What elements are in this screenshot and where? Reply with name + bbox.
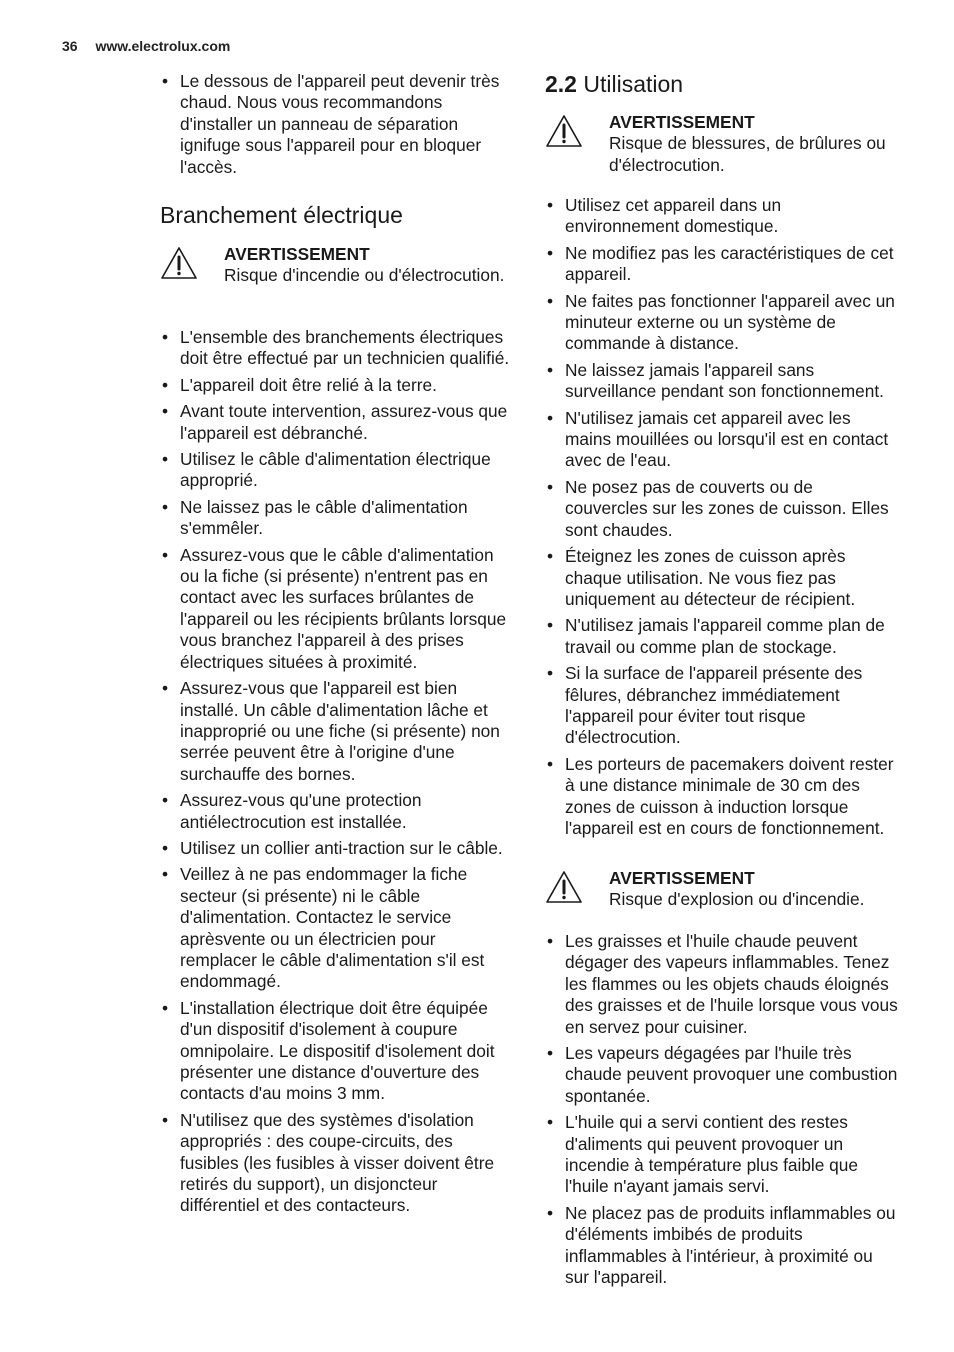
list-item: • Utilisez le câble d'alimentation électrique approprié. bbox=[160, 449, 510, 492]
list-item: • Ne placez pas de produits inflammables ou d'éléments imbibés de produits inflammables à l'intérieur, à proximité ou sur l'appareil. bbox=[545, 1203, 900, 1289]
list-item: • Les porteurs de pacemakers doivent rester à une distance minimale de 30 cm des zones de cuisson à induction lorsque l'appareil est en cours de fonctionnement. bbox=[545, 754, 900, 840]
list-item: • L'huile qui a servi contient des restes d'aliments qui peuvent provoquer un incendie à température plus faible que l'huile n'ayant jamais servi. bbox=[545, 1112, 900, 1198]
list-item: • Assurez-vous que l'appareil est bien installé. Un câble d'alimentation lâche et inapproprié ou une fiche (si présente) non serrée peuvent être à l'origine d'une surchauffe des bornes. bbox=[160, 678, 510, 785]
warning-text: Risque de blessures, de brûlures ou d'électrocution. bbox=[609, 133, 886, 175]
warning-triangle-icon bbox=[160, 246, 198, 280]
list-item: • N'utilisez jamais l'appareil comme plan de travail ou comme plan de stockage. bbox=[545, 615, 900, 658]
warning-triangle-icon bbox=[545, 114, 583, 148]
electric-bullet-list bbox=[160, 327, 510, 1217]
section-title-utilisation bbox=[545, 71, 683, 98]
list-item: • Assurez-vous que le câble d'alimentation ou la fiche (si présente) n'entrent pas en contact avec les surfaces brûlantes de l'appareil ou les récipients brûlants lorsque vous branchez l'appareil à des prises électriques situées à proximité. bbox=[160, 545, 510, 673]
warning-box-fire bbox=[545, 868, 900, 938]
section-number: 2.2 bbox=[545, 71, 577, 97]
list-item: • Ne laissez pas le câble d'alimentation s'emmêler. bbox=[160, 497, 510, 540]
warning-text: Risque d'incendie ou d'électrocution. bbox=[224, 265, 505, 286]
section-title-branchement: Branchement électrique bbox=[160, 202, 403, 228]
list-item: • Les graisses et l'huile chaude peuvent dégager des vapeurs inflammables. Tenez les flammes ou les objets chauds éloignés des graisses et de l'huile lorsque vous vous en servez pour cuisiner. bbox=[545, 931, 900, 1038]
list-item: • Si la surface de l'appareil présente des fêlures, débranchez immédiatement l'appareil pour éviter tout risque d'électrocution. bbox=[545, 663, 900, 749]
list-item: • Le dessous de l'appareil peut devenir très chaud. Nous vous recommandons d'installer un panneau de séparation ignifuge sous l'appareil pour en bloquer l'accès. bbox=[160, 71, 510, 178]
warning-text: Risque d'explosion ou d'incendie. bbox=[609, 889, 865, 910]
list-item: • Éteignez les zones de cuisson après chaque utilisation. Ne vous fiez pas uniquement au détecteur de récipient. bbox=[545, 546, 900, 610]
page-header bbox=[62, 38, 230, 54]
section-title-text: Utilisation bbox=[583, 71, 684, 97]
warning-triangle-icon bbox=[545, 870, 583, 904]
list-item: • L'appareil doit être relié à la terre. bbox=[160, 375, 510, 396]
list-item: • N'utilisez que des systèmes d'isolation appropriés : des coupe-circuits, des fusibles (les fusibles à visser doivent être retirés du support), un disjoncteur différentiel et des contacteurs. bbox=[160, 1110, 510, 1217]
usage-bullet-list bbox=[545, 195, 900, 839]
warning-box-usage bbox=[545, 112, 900, 182]
warning-title: AVERTISSEMENT bbox=[609, 112, 755, 132]
intro-bullet-list bbox=[160, 71, 510, 178]
warning-box-electric bbox=[160, 244, 510, 314]
list-item: • Ne faites pas fonctionner l'appareil avec un minuteur externe ou un système de commande à distance. bbox=[545, 291, 900, 355]
list-item: • L'ensemble des branchements électriques doit être effectué par un technicien qualifié. bbox=[160, 327, 510, 370]
warning-title: AVERTISSEMENT bbox=[224, 244, 370, 264]
list-item: • Utilisez cet appareil dans un environnement domestique. bbox=[545, 195, 900, 238]
list-item: • Ne modifiez pas les caractéristiques de cet appareil. bbox=[545, 243, 900, 286]
list-item: • Les vapeurs dégagées par l'huile très chaude peuvent provoquer une combustion spontanée. bbox=[545, 1043, 900, 1107]
list-item: • Assurez-vous qu'une protection antiélectrocution est installée. bbox=[160, 790, 510, 833]
fire-bullet-list bbox=[545, 931, 900, 1289]
list-item: • Veillez à ne pas endommager la fiche secteur (si présente) ni le câble d'alimentation. Contactez le service aprèsvente ou un électricien pour remplacer le câble d'alimentation s'il est endommagé. bbox=[160, 864, 510, 992]
list-item: • N'utilisez jamais cet appareil avec les mains mouillées ou lorsqu'il est en contact avec de l'eau. bbox=[545, 408, 900, 472]
list-item: • Utilisez un collier anti-traction sur le câble. bbox=[160, 838, 510, 859]
list-item: • L'installation électrique doit être équipée d'un dispositif d'isolement à coupure omnipolaire. Le dispositif d'isolement doit présenter une distance d'ouverture des contacts d'au moins 3 mm. bbox=[160, 998, 510, 1105]
warning-title: AVERTISSEMENT bbox=[609, 868, 755, 888]
list-item: • Ne posez pas de couverts ou de couvercles sur les zones de cuisson. Elles sont chaudes. bbox=[545, 477, 900, 541]
page-number: 36 bbox=[62, 38, 78, 54]
list-item: • Ne laissez jamais l'appareil sans surveillance pendant son fonctionnement. bbox=[545, 360, 900, 403]
header-url: www.electrolux.com bbox=[95, 38, 231, 54]
list-item: • Avant toute intervention, assurez-vous que l'appareil est débranché. bbox=[160, 401, 510, 444]
